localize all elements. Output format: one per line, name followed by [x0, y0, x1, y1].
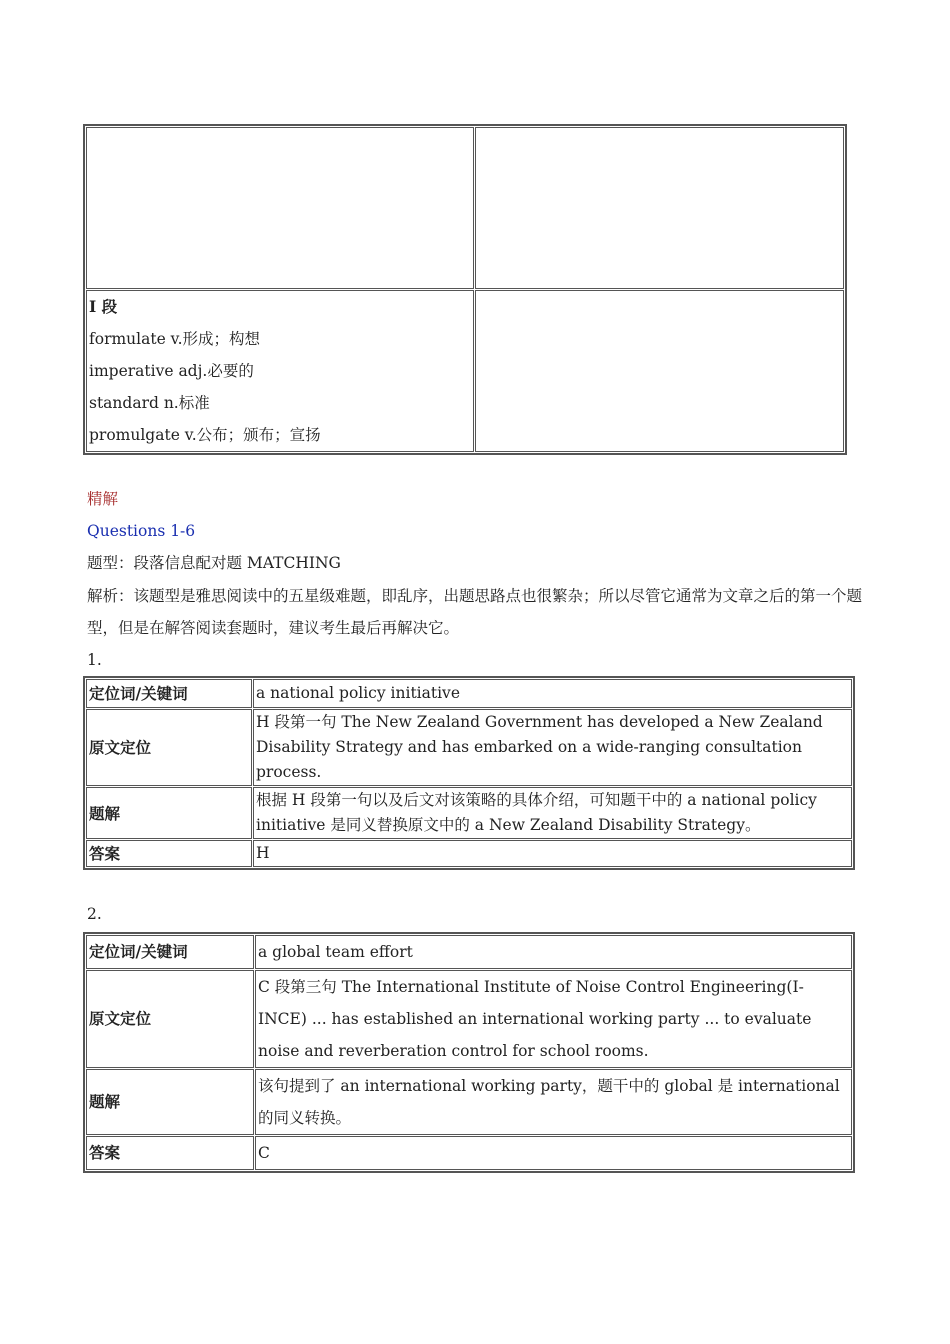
table-row: [86, 679, 852, 708]
row-label: 题解: [86, 787, 252, 839]
question-2-table: [83, 932, 855, 1173]
row-value: C: [255, 1136, 852, 1170]
table-row: [86, 840, 852, 867]
table-row: [86, 935, 852, 969]
table-row: [86, 709, 852, 786]
table-row: [86, 1069, 852, 1135]
row-value: 根据 H 段第一句以及后文对该策略的具体介绍，可知题干中的 a national policy initiative 是同义替换原文中的 a New Zealand Disability Strategy。: [253, 787, 852, 839]
row-label: 定位词/关键词: [86, 679, 252, 708]
row-label: 原文定位: [86, 970, 254, 1068]
row-value: C 段第三句 The International Institute of Noise Control Engineering(I-INCE) ... has established an international working party ... to evaluate noise and reverberation control for school rooms.: [255, 970, 852, 1068]
analysis-paragraph: 解析：该题型是雅思阅读中的五星级难题，即乱序，出题思路点也很繁杂；所以尽管它通常为文章之后的第一个题型，但是在解答阅读套题时，建议考生最后再解决它。: [87, 587, 863, 637]
vocab-entry: formulate v.形成；构想: [89, 330, 261, 348]
table-row: [86, 787, 852, 839]
table-row: [86, 1136, 852, 1170]
row-value: a global team effort: [255, 935, 852, 969]
question-number: 1.: [87, 651, 102, 669]
jingjie-heading: 精解: [87, 490, 119, 508]
vocab-empty-cell-right: [475, 127, 844, 289]
table-row: [86, 970, 852, 1068]
vocab-table: [83, 124, 847, 455]
row-label: 答案: [86, 840, 252, 867]
question-type: 题型：段落信息配对题 MATCHING: [87, 554, 341, 572]
row-value: H: [253, 840, 852, 867]
section-label: I 段: [89, 297, 118, 316]
row-label: 题解: [86, 1069, 254, 1135]
vocab-cell: [86, 290, 474, 452]
questions-title: Questions 1-6: [87, 522, 196, 540]
vocab-entry: standard n.标准: [89, 394, 210, 412]
vocab-empty-cell-left: [86, 127, 474, 289]
row-label: 定位词/关键词: [86, 935, 254, 969]
vocab-entry: promulgate v.公布；颁布；宣扬: [89, 426, 321, 444]
question-1-table: [83, 676, 855, 870]
row-value: 该句提到了 an international working party，题干中的 global 是 international 的同义转换。: [255, 1069, 852, 1135]
vocab-entry: imperative adj.必要的: [89, 362, 254, 380]
row-value: H 段第一句 The New Zealand Government has developed a New Zealand Disability Strategy and has embarked on a wide-ranging consultation process.: [253, 709, 852, 786]
vocab-empty-cell: [475, 290, 844, 452]
row-value: a national policy initiative: [253, 679, 852, 708]
row-label: 答案: [86, 1136, 254, 1170]
row-label: 原文定位: [86, 709, 252, 786]
question-number: 2.: [87, 905, 102, 923]
